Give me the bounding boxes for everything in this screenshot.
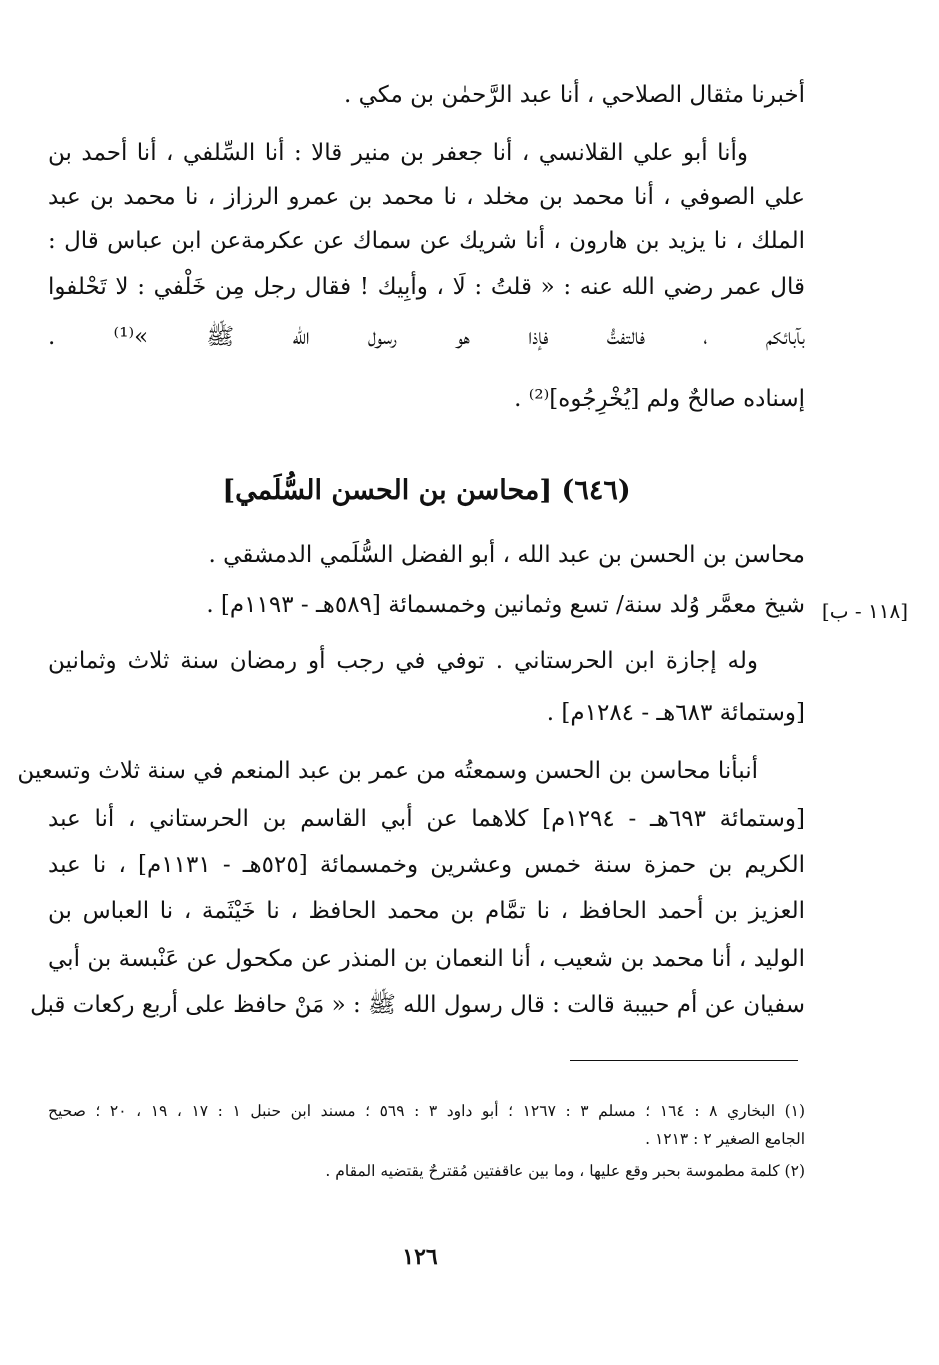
- text-line-3: علي الصوفي ، أنا محمد بن مخلد ، نا محمد بن عمرو الرزاز ، نا محمد بن عبد: [48, 184, 805, 210]
- text-line-13: أنبأنا محاسن بن الحسن وسمعتُه من عمر بن عبد المنعم في سنة ثلاث وتسعين: [17, 758, 758, 784]
- footnote-divider: [570, 1060, 798, 1061]
- text-line-17: الوليد ، أنا محمد بن شعيب ، أنا النعمان بن المنذر عن مكحول عن عَنْبسة بن أبي: [48, 946, 805, 972]
- footnote-1: (١) البخاري ٨ : ١٦٤ ؛ مسلم ٣ : ١٢٦٧ ؛ أبو داود ٣ : ٥٦٩ ؛ مسند ابن حنبل ١ : ١٧ ، ١٩ ، ٢٠ ؛ صحيح: [48, 1102, 806, 1120]
- text-line-1: أخبرنا مثقال الصلاحي ، أنا عبد الرَّحمٰن بن مكي .: [344, 82, 805, 108]
- text-line-14: [وستمائة ٦٩٣هـ - ١٢٩٤م] كلاهما عن أبي القاسم بن الحرستاني ، أنا عبد: [48, 806, 806, 832]
- page-number: ١٢٦: [402, 1244, 438, 1270]
- footnote-2: (٢) كلمة مطموسة بحبر وقع عليها ، وما بين عاقفتين مُقترحٌ يقتضيه المقام .: [325, 1162, 805, 1180]
- text-line-9: محاسن بن الحسن بن عبد الله ، أبو الفضل السُّلَمي الدمشقي .: [208, 542, 805, 568]
- text-line-7: إسناده صالحٌ ولم [يُخْرِجُوه]⁽²⁾ .: [514, 386, 805, 412]
- text-line-15: الكريم بن حمزة سنة خمس وعشرين وخمسمائة [٥٢٥هـ - ١١٣١م] ، نا عبد: [48, 852, 806, 878]
- footnote-1-continued: الجامع الصغير ٢ : ١٢١٣ .: [645, 1130, 805, 1148]
- entry-heading: (٦٤٦) [محاسن بن الحسن السُّلَمي]: [222, 475, 631, 506]
- text-line-12: [وستمائة ٦٨٣هـ - ١٢٨٤م] .: [546, 700, 805, 726]
- text-line-6: بآبائكم ، فالتفتُّ فإذا هو رسول الله ﷺ »⁽¹⁾ .: [48, 324, 805, 350]
- text-line-2: وأنا أبو علي القلانسي ، أنا جعفر بن منير قالا : أنا السِّلفي ، أنا أحمد بن: [48, 140, 748, 166]
- margin-folio-note: [١١٨ - ب]: [821, 599, 909, 623]
- text-line-4: الملك ، نا يزيد بن هارون ، أنا شريك عن سماك عن عكرمةعن ابن عباس قال :: [48, 228, 805, 254]
- text-line-18: سفيان عن أم حبيبة قالت : قال رسول الله ﷺ : « مَنْ حافظ على أربع ركعات قبل: [30, 992, 805, 1018]
- text-line-16: العزيز بن أحمد الحافظ ، نا تمَّام بن محمد الحافظ ، نا خَيْثَمة ، نا العباس بن: [48, 898, 805, 924]
- text-line-11: وله إجازة ابن الحرستاني . توفي في رجب أو رمضان سنة ثلاث وثمانين: [48, 648, 758, 674]
- text-line-5: قال عمر رضي الله عنه : « قلتُ : لَا ، وأبِيك ! فقال رجل مِن خَلْفي : لا تَحْلفوا: [48, 274, 805, 300]
- text-line-10: شيخ معمَّر وُلد سنة/ تسع وثمانين وخمسمائة [٥٨٩هـ - ١١٩٣م] .: [206, 592, 805, 618]
